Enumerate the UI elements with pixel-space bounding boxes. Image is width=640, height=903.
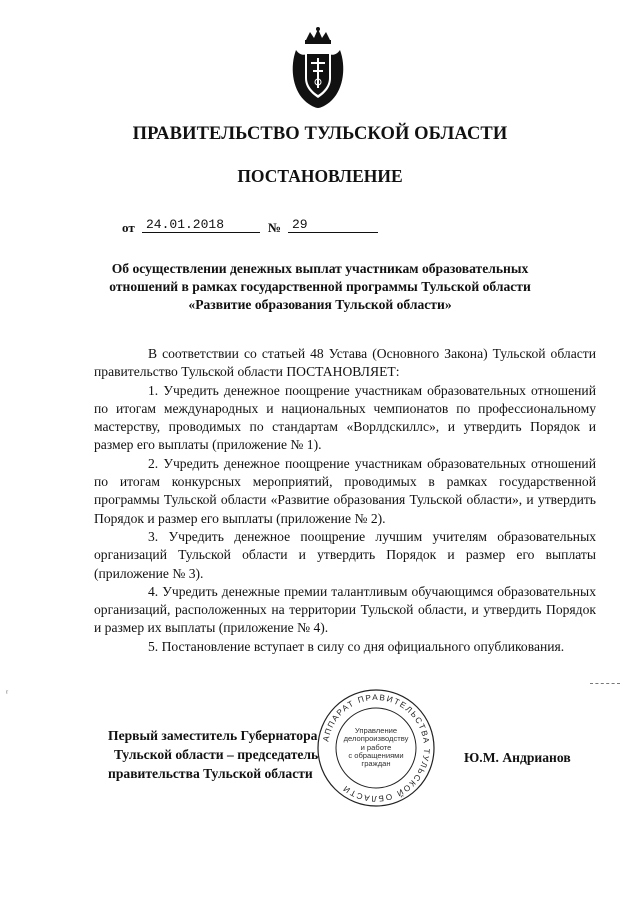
intro-paragraph: В соответствии со статьей 48 Устава (Основного Закона) Тульской области правительство Тульской области ПОСТАНОВЛЯЕТ: bbox=[94, 346, 596, 380]
stamp-line: граждан bbox=[361, 759, 391, 769]
document-meta bbox=[122, 216, 422, 236]
document-subject bbox=[60, 260, 580, 314]
date-label: от bbox=[122, 220, 135, 235]
subject-line: «Развитие образования Тульской области» bbox=[188, 297, 452, 312]
signer-position-line: Тульской области – председатель bbox=[114, 747, 319, 762]
stamp-line: и работе bbox=[360, 742, 392, 752]
body-item: 1. Учредить денежное поощрение участникам образовательных отношений по итогам международных и национальных чемпионатов по профессиональному мастерству, проводимых по стандартам «Ворлдскиллс», и утвердить Порядок и размер его выплаты (приложение № 1). bbox=[94, 382, 596, 453]
coat-of-arms-icon bbox=[286, 26, 350, 110]
signer-position-line: Первый заместитель Губернатора bbox=[108, 728, 318, 743]
signer-position-line: правительства Тульской области bbox=[108, 766, 313, 781]
stamp-line: Управление bbox=[354, 726, 398, 735]
scan-mark bbox=[590, 683, 620, 684]
signer-position bbox=[108, 726, 368, 783]
body-item: 4. Учредить денежные премии талантливым обучающимся образовательных организаций, расположенных на территории Тульской области, и утвердить Порядок и размер их выплаты (приложение № 4). bbox=[94, 583, 596, 636]
body-item: 5. Постановление вступает в силу со дня официального опубликования. bbox=[148, 638, 565, 654]
document-type: ПОСТАНОВЛЕНИЕ bbox=[237, 166, 403, 186]
subject-line: отношений в рамках государственной программы Тульской области bbox=[109, 279, 531, 294]
body-item: 2. Учредить денежное поощрение участникам образовательных отношений по итогам конкурсных мероприятий, проводимых в рамках государственной программы Тульской области «Развитие образования Тульской области», и утвердить Порядок и размер его выплаты (приложение № 2). bbox=[94, 455, 596, 526]
document-body bbox=[94, 345, 596, 656]
stamp-ring-text: АППАРАТ ПРАВИТЕЛЬСТВА ТУЛЬСКОЙ ОБЛАСТИ bbox=[321, 692, 432, 804]
signer-name: Ю.М. Андрианов bbox=[464, 750, 571, 765]
date-value: 24.01.2018 bbox=[142, 217, 260, 233]
body-item: 3. Учредить денежное поощрение лучшим учителям образовательных организаций Тульской области и утвердить Порядок и размер его выплаты (приложение № 3). bbox=[94, 528, 596, 581]
subject-line: Об осуществлении денежных выплат участникам образовательных bbox=[111, 261, 529, 276]
government-title: ПРАВИТЕЛЬСТВО ТУЛЬСКОЙ ОБЛАСТИ bbox=[132, 124, 508, 144]
number-value: 29 bbox=[288, 217, 378, 233]
stamp-line: с обращениями bbox=[348, 750, 404, 760]
stamp-line: делопроизводству bbox=[343, 734, 409, 744]
number-label: № bbox=[268, 220, 282, 235]
scan-mark: ʳ bbox=[6, 688, 9, 699]
